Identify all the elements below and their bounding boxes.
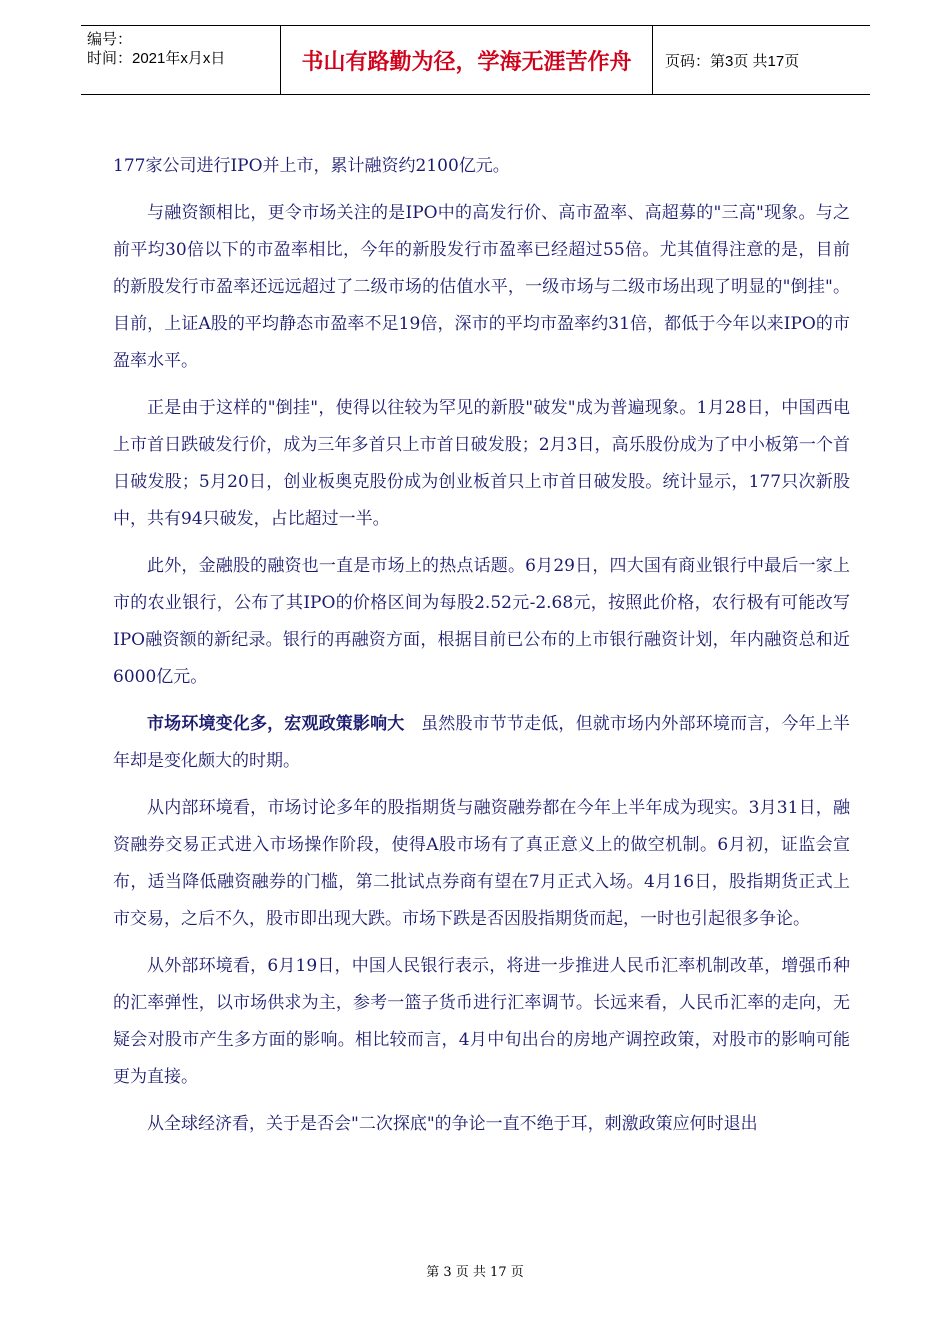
- header-page-info: 页码：第3页 共17页: [665, 52, 800, 70]
- number-label: 编号：: [87, 31, 133, 48]
- time-label: 时间：2021年x月x日: [87, 50, 226, 67]
- paragraph: 此外，金融股的融资也一直是市场上的热点话题。6月29日，四大国有商业银行中最后一家上市的农业银行，公布了其IPO的价格区间为每股2.52元-2.68元，按照此价格，农行极有可能改写IPO融资额的新纪录。银行的再融资方面，根据目前已公布的上市银行融资计划，年内融资总和近6000亿元。: [113, 556, 850, 687]
- section-heading: 市场环境变化多，宏观政策影响大: [147, 714, 405, 734]
- paragraph: 从全球经济看，关于是否会"二次探底"的争论一直不绝于耳，刺激政策应何时退出: [147, 1114, 758, 1134]
- document-body: [113, 148, 850, 1153]
- paragraph-with-heading: [113, 706, 850, 780]
- paragraph: 从外部环境看，6月19日，中国人民银行表示，将进一步推进人民币汇率机制改革，增强币种的汇率弹性，以市场供求为主，参考一篮子货币进行汇率调节。长远来看，人民币汇率的走向，无疑会对股市产生多方面的影响。相比较而言，4月中旬出台的房地产调控政策，对股市的影响可能更为直接。: [113, 956, 850, 1087]
- header-motto: 书山有路勤为径，学海无涯苦作舟: [281, 26, 653, 94]
- paragraph: 正是由于这样的"倒挂"，使得以往较为罕见的新股"破发"成为普遍现象。1月28日，中国西电上市首日跌破发行价，成为三年多首只上市首日破发股；2月3日，高乐股份成为了中小板第一个首日破发股；5月20日，创业板奥克股份成为创业板首只上市首日破发股。统计显示，177只次新股中，共有94只破发，占比超过一半。: [113, 398, 850, 529]
- paragraph: 177家公司进行IPO并上市，累计融资约2100亿元。: [113, 156, 510, 176]
- page-footer: 第 3 页 共 17 页: [426, 1265, 524, 1280]
- paragraph: 与融资额相比，更令市场关注的是IPO中的高发行价、高市盈率、高超募的"三高"现象。与之前平均30倍以下的市盈率相比，今年的新股发行市盈率已经超过55倍。尤其值得注意的是，目前的新股发行市盈率还远远超过了二级市场的估值水平，一级市场与二级市场出现了明显的"倒挂"。目前，上证A股的平均静态市盈率不足19倍，深市的平均市盈率约31倍，都低于今年以来IPO的市盈率水平。: [113, 203, 850, 371]
- page-header: [81, 25, 870, 95]
- paragraph: 从内部环境看，市场讨论多年的股指期货与融资融券都在今年上半年成为现实。3月31日，融资融券交易正式进入市场操作阶段，使得A股市场有了真正意义上的做空机制。6月初，证监会宣布，适当降低融资融券的门槛，第二批试点券商有望在7月正式入场。4月16日，股指期货正式上市交易，之后不久，股市即出现大跌。市场下跌是否因股指期货而起，一时也引起很多争论。: [113, 798, 850, 929]
- header-meta: [81, 26, 281, 94]
- paragraph-text: 虽然股市节节走低，但就市场内外部环境而言，今年上半年却是变化颇大的时期。: [113, 714, 850, 771]
